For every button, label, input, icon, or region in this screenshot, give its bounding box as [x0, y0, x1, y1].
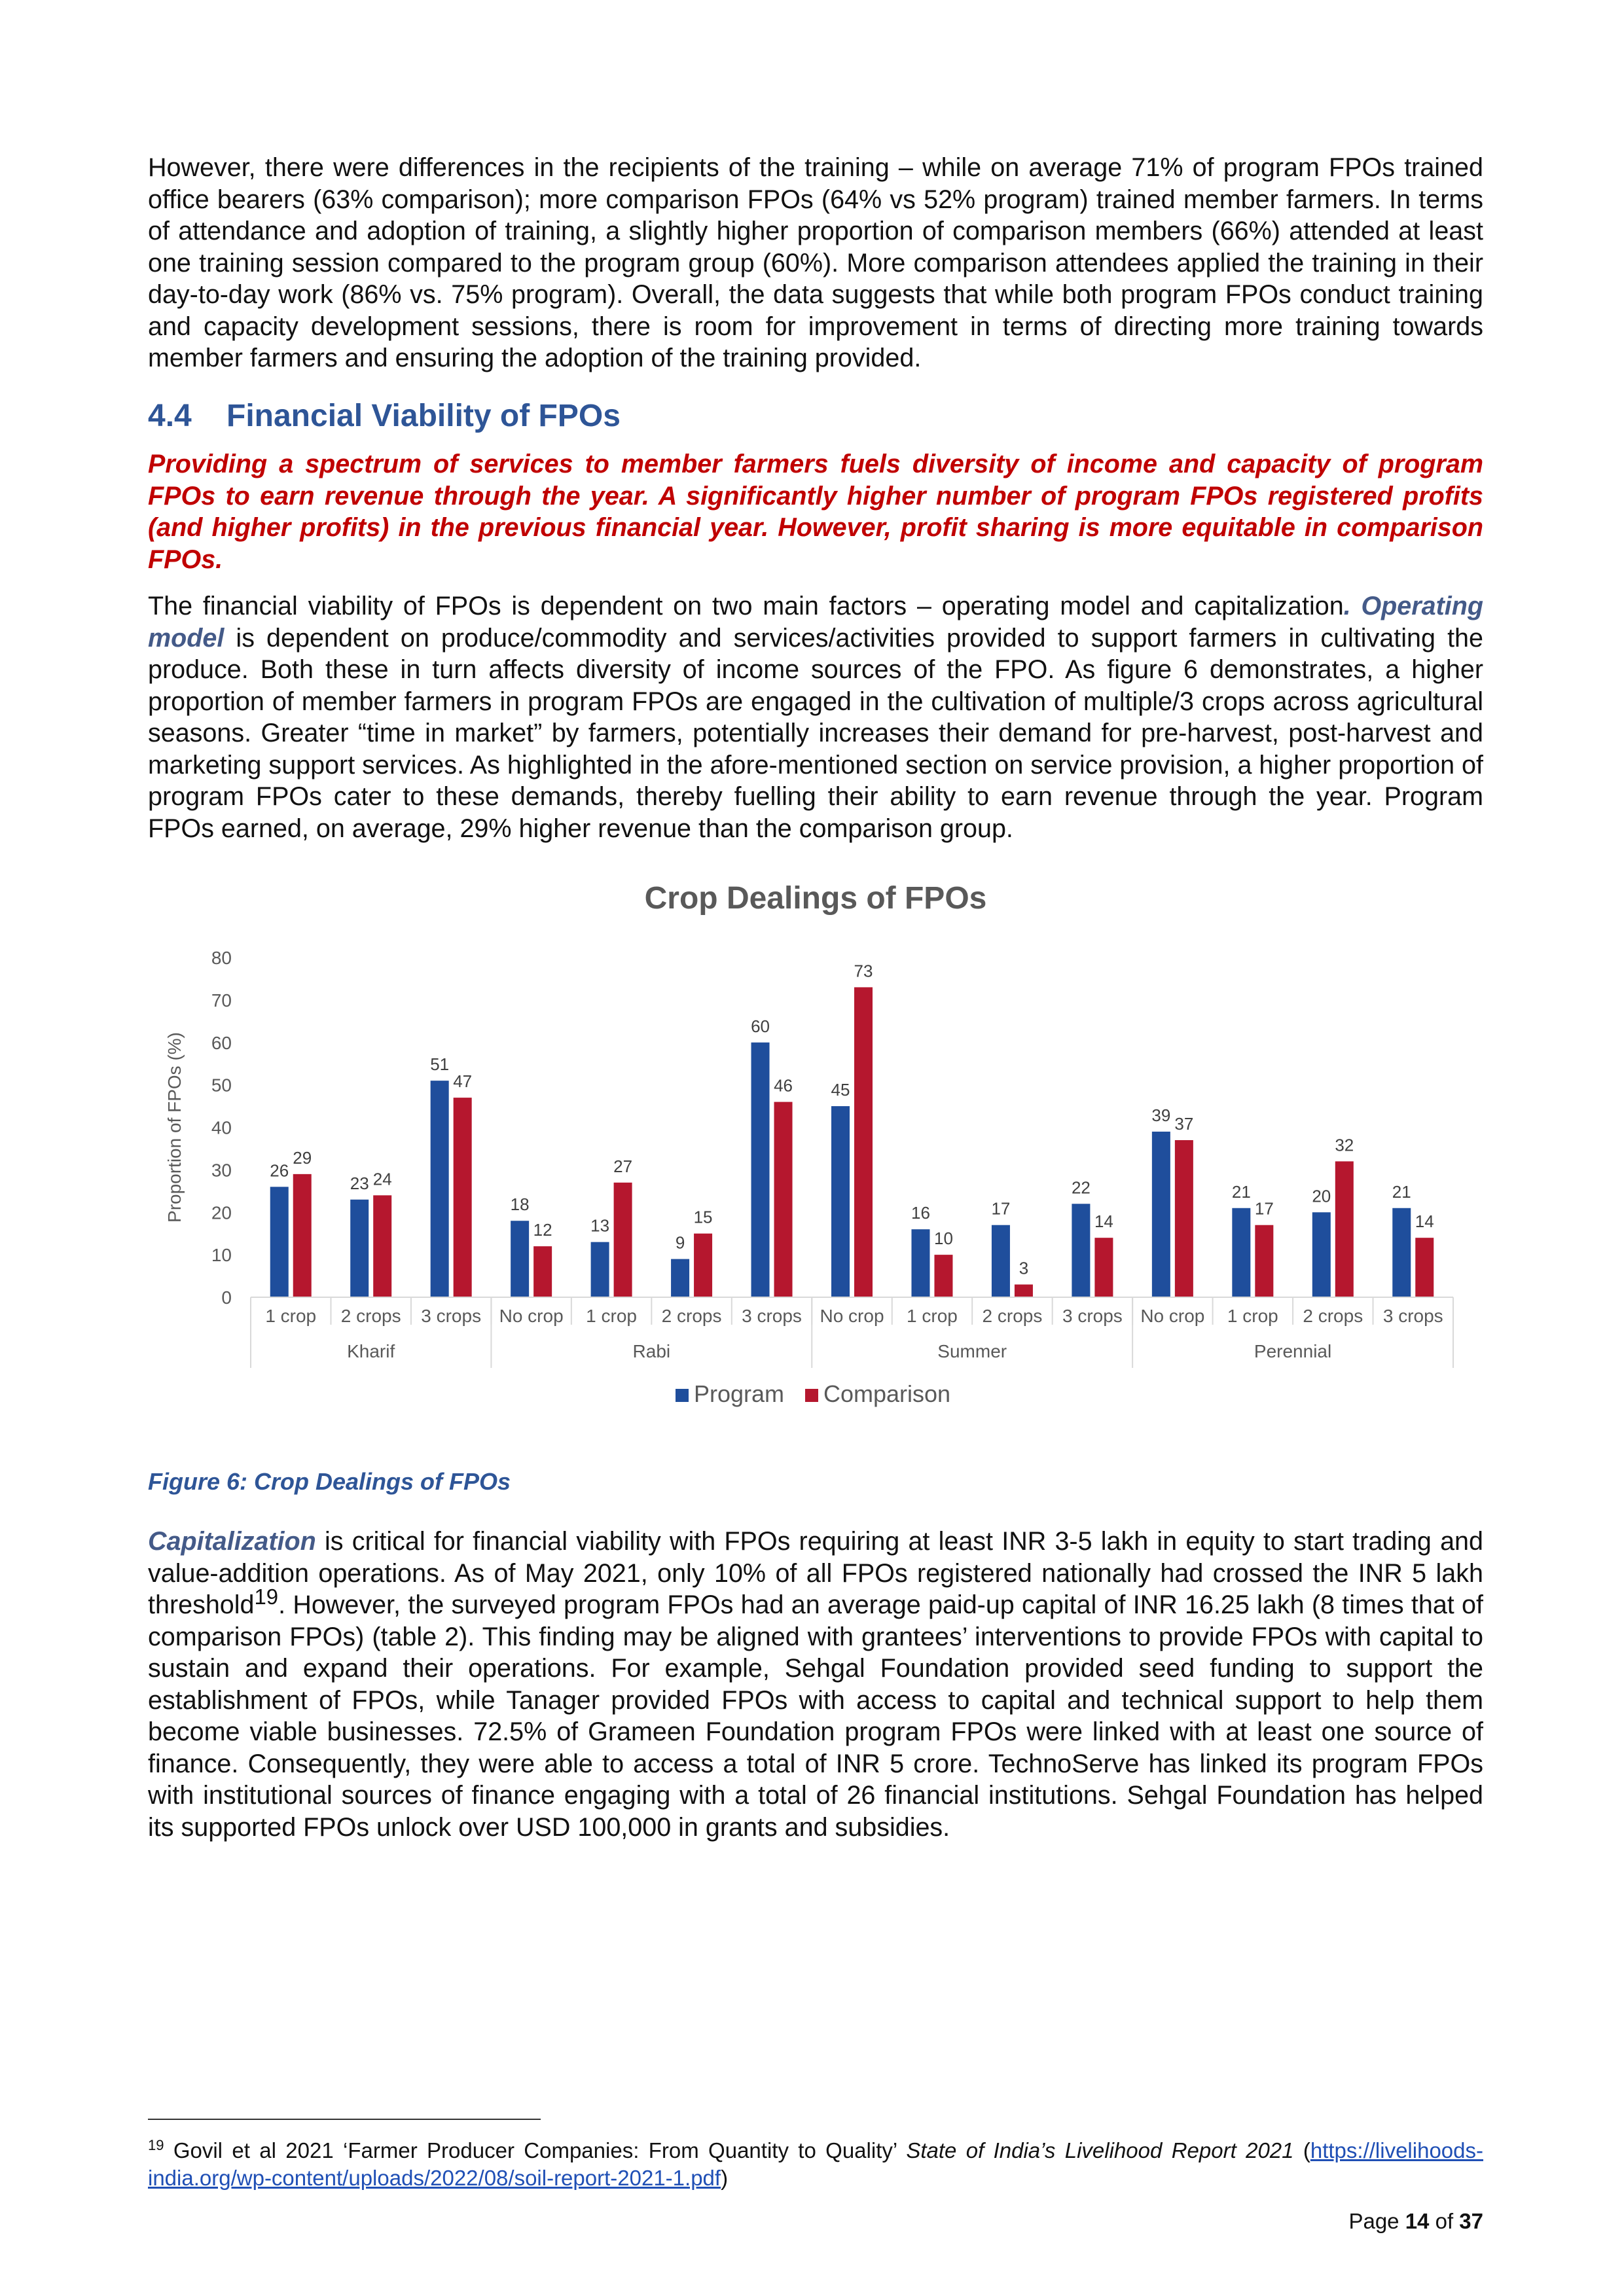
bar-comparison	[454, 1098, 472, 1297]
x-category-label: 1 crop	[586, 1306, 638, 1326]
y-axis-ticks	[211, 948, 232, 1308]
viability-rest-text: is dependent on produce/commodity and services/activities provided to support farmers in cultivating the produce. Both these in turn affects diversity of income sources of the FPO. As figure 6 demonstrates, a higher proportion of member farmers in program FPOs are engaged in the cultivation of multiple/3 crops across agricultural seasons. Greater “time in market” by farmers, potentially increases their demand for pre-harvest, post-harvest and marketing support services. As highlighted in the afore-mentioned section on service provision, a higher proportion of program FPOs cater to these demands, thereby fuelling their ability to earn revenue through the year. Program FPOs earned, on average, 29% higher revenue than the comparison group.	[148, 623, 1483, 843]
data-label: 16	[911, 1203, 930, 1223]
bar-comparison	[1415, 1238, 1434, 1297]
legend-label: Program	[694, 1380, 785, 1407]
viability-paragraph	[148, 590, 1483, 844]
footnote-link-prefix: (	[1293, 2138, 1310, 2162]
data-label: 18	[510, 1194, 530, 1215]
x-category-label: 3 crops	[1062, 1306, 1123, 1326]
data-label: 22	[1071, 1177, 1091, 1198]
y-tick-label: 30	[211, 1160, 232, 1181]
y-tick-label: 70	[211, 990, 232, 1011]
data-label: 17	[1254, 1198, 1274, 1219]
bar-comparison	[694, 1234, 712, 1297]
data-label: 46	[774, 1075, 793, 1096]
legend-swatch-program	[676, 1389, 689, 1402]
y-tick-label: 50	[211, 1075, 232, 1096]
legend-label: Comparison	[823, 1380, 951, 1407]
bar-program	[1072, 1204, 1090, 1297]
data-label: 37	[1174, 1113, 1194, 1134]
data-label: 39	[1151, 1105, 1171, 1125]
data-label: 21	[1231, 1181, 1251, 1202]
x-category-label: 3 crops	[421, 1306, 482, 1326]
bar-program	[751, 1043, 770, 1297]
data-label: 9	[675, 1232, 685, 1253]
bar-program	[431, 1081, 449, 1297]
y-tick-label: 0	[221, 1287, 232, 1308]
bar-program	[671, 1259, 689, 1297]
x-category-label: 3 crops	[1382, 1306, 1443, 1326]
x-category-label: 1 crop	[907, 1306, 958, 1326]
x-category-label: No crop	[820, 1306, 884, 1326]
section-title: Financial Viability of FPOs	[226, 399, 621, 433]
bar-comparison	[533, 1246, 552, 1297]
legend-swatch-comparison	[805, 1389, 818, 1402]
page-of: of	[1429, 2209, 1460, 2233]
bar-comparison	[934, 1255, 952, 1297]
y-tick-label: 60	[211, 1032, 232, 1053]
footnote	[148, 2137, 1483, 2192]
chart-legend	[676, 1380, 950, 1407]
data-label: 26	[270, 1160, 289, 1181]
bar-comparison	[1335, 1161, 1354, 1297]
footnote-source: State of India’s Livelihood Report 2021	[906, 2138, 1294, 2162]
bar-program	[911, 1229, 929, 1297]
chart-title: Crop Dealings of FPOs	[644, 881, 987, 916]
data-label: 13	[590, 1215, 610, 1236]
group-label: Summer	[937, 1341, 1007, 1361]
capitalization-paragraph	[148, 1526, 1483, 1843]
data-label: 47	[453, 1071, 473, 1092]
data-label: 29	[293, 1147, 312, 1168]
bar-comparison	[774, 1102, 793, 1297]
crop-dealings-chart	[148, 864, 1483, 1440]
x-category-label: 2 crops	[340, 1306, 401, 1326]
x-category-label: 2 crops	[661, 1306, 722, 1326]
page-label: Page	[1348, 2209, 1405, 2233]
bar-program	[591, 1242, 609, 1297]
y-tick-label: 10	[211, 1245, 232, 1266]
capitalization-text-1: is critical for financial viability with FPOs requiring at least INR 3-5 lakh in equity to start trading and value-addition operations. As of May 2021, only 10% of all FPOs registered nationally had crossed the INR 5 lakh threshold	[148, 1527, 1483, 1619]
bar-comparison	[1175, 1140, 1193, 1297]
footnote-divider	[148, 2119, 541, 2120]
x-category-label: 2 crops	[982, 1306, 1043, 1326]
x-category-label: No crop	[499, 1306, 564, 1326]
bar-comparison	[373, 1195, 391, 1297]
footnote-reference[interactable]: 19	[254, 1584, 279, 1609]
x-category-label: No crop	[1140, 1306, 1205, 1326]
data-label: 45	[831, 1080, 850, 1100]
bar-program	[992, 1225, 1010, 1297]
data-label: 24	[372, 1169, 392, 1189]
key-finding-highlight: Providing a spectrum of services to member farmers fuels diversity of income and capacity of program FPOs to earn revenue through the year. A significantly higher number of program FPOs registered profits (and higher profits) in the previous financial year. However, profit sharing is more equitable in comparison FPOs.	[148, 450, 1483, 574]
data-label: 14	[1415, 1211, 1434, 1232]
capitalization-text-2: . However, the surveyed program FPOs had an average paid-up capital of INR 16.25 lakh (8 times that of comparison FPOs) (table 2). This finding may be aligned with grantees’ interventions to provide FPOs with capital to sustain and expand their operations. For example, Sehgal Foundation provided seed funding to support the establishment of FPOs, while Tanager provided FPOs with access to capital and technical support to help them become viable businesses. 72.5% of Grameen Foundation program FPOs were linked with at least one source of finance. Consequently, they were able to access a total of INR 5 crore. TechnoServe has linked its program FPOs with institutional sources of finance engaging with a total of 26 financial institutions. Sehgal Foundation has helped its supported FPOs unlock over USD 100,000 in grants and subsidies.	[148, 1590, 1483, 1842]
data-label: 23	[350, 1173, 369, 1193]
footnote-link-suffix: )	[721, 2166, 729, 2190]
bar-comparison	[293, 1174, 312, 1297]
bar-program	[511, 1221, 529, 1297]
data-label: 20	[1312, 1186, 1331, 1206]
intro-paragraph: However, there were differences in the recipients of the training – while on average 71% of program FPOs trained office bearers (63% comparison); more comparison FPOs (64% vs 52% program) trained member farmers. In terms of attendance and adoption of training, a slightly higher proportion of comparison members (66%) attended at least one training session compared to the program group (60%). More comparison attendees applied the training in their day-to-day work (86% vs. 75% program). Overall, the data suggests that while both program FPOs conduct training and capacity development sessions, there is room for improvement in terms of directing more training towards member farmers and ensuring the adoption of the training provided.	[148, 153, 1483, 372]
y-tick-label: 20	[211, 1202, 232, 1223]
data-label: 60	[751, 1016, 770, 1036]
figure-caption: Figure 6: Crop Dealings of FPOs	[148, 1468, 511, 1495]
chart-y-axis-label: Proportion of FPOs (%)	[164, 1032, 185, 1223]
x-category-label: 1 crop	[1227, 1306, 1278, 1326]
bar-program	[350, 1200, 369, 1297]
bar-program	[831, 1106, 850, 1297]
data-label: 73	[854, 961, 873, 981]
bar-comparison	[1015, 1285, 1033, 1297]
y-tick-label: 80	[211, 948, 232, 968]
group-label: Kharif	[347, 1341, 395, 1361]
footnote-link[interactable]: https://livelihoods-india.org/wp-content/uploads/2022/08/soil-report-2021-1.pdf	[148, 2138, 1483, 2190]
operating-model-term: . Operating model	[148, 592, 1483, 653]
viability-lead-text: The financial viability of FPOs is dependent on two main factors – operating model and capitalization	[148, 592, 1344, 620]
data-label: 27	[613, 1156, 633, 1176]
data-label: 3	[1019, 1258, 1029, 1278]
x-axis	[251, 1297, 1453, 1368]
x-category-label: 2 crops	[1303, 1306, 1363, 1326]
data-label: 12	[533, 1220, 552, 1240]
page-current: 14	[1405, 2209, 1430, 2233]
x-category-label: 1 crop	[265, 1306, 317, 1326]
data-label: 15	[693, 1207, 713, 1227]
data-label: 14	[1094, 1211, 1113, 1232]
capitalization-term: Capitalization	[148, 1527, 316, 1556]
y-tick-label: 40	[211, 1117, 232, 1138]
x-category-label: 3 crops	[742, 1306, 802, 1326]
bar-program	[270, 1187, 289, 1297]
bar-program	[1312, 1212, 1331, 1297]
bar-comparison	[1094, 1238, 1113, 1297]
bar-program	[1152, 1132, 1170, 1297]
bar-program	[1392, 1208, 1411, 1297]
page-number	[1348, 2209, 1483, 2234]
data-label: 17	[991, 1198, 1011, 1219]
data-label: 51	[430, 1054, 450, 1075]
footnote-number: 19	[148, 2137, 164, 2153]
data-label: 10	[934, 1229, 953, 1249]
section-number: 4.4	[148, 399, 192, 433]
section-heading	[148, 398, 621, 434]
page-total: 37	[1459, 2209, 1483, 2233]
bar-marks	[270, 961, 1434, 1297]
bar-comparison	[854, 987, 873, 1297]
bar-comparison	[1255, 1225, 1273, 1297]
data-label: 21	[1392, 1181, 1411, 1202]
bar-comparison	[614, 1183, 632, 1297]
group-label: Perennial	[1254, 1341, 1332, 1361]
bar-program	[1232, 1208, 1250, 1297]
footnote-text: Govil et al 2021 ‘Farmer Producer Companies: From Quantity to Quality’	[164, 2138, 907, 2162]
data-label: 32	[1335, 1135, 1354, 1155]
group-label: Rabi	[632, 1341, 671, 1361]
